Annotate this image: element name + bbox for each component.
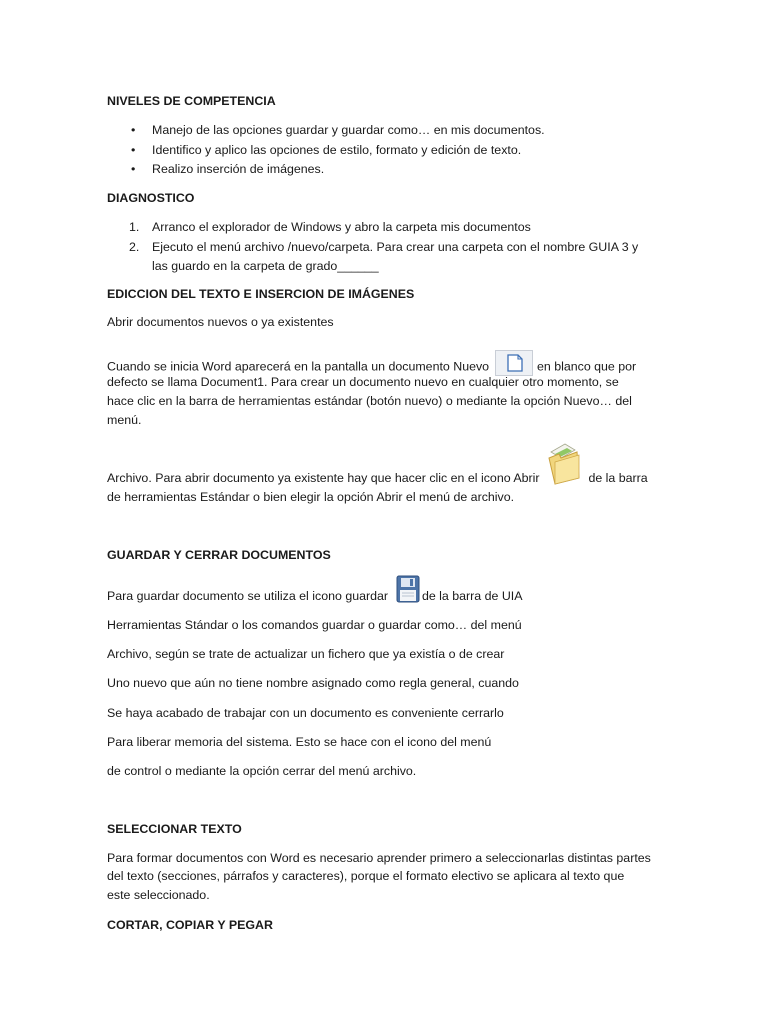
- heading-diagnostico: DIAGNOSTICO: [107, 191, 195, 205]
- list-number: 2.: [129, 239, 140, 254]
- heading-seleccionar: SELECCIONAR TEXTO: [107, 822, 242, 836]
- heading-guardar: GUARDAR Y CERRAR DOCUMENTOS: [107, 548, 331, 562]
- subtitle-abrir: Abrir documentos nuevos o ya existentes: [107, 315, 334, 329]
- list-item: • Realizo inserción de imágenes.: [107, 160, 545, 180]
- heading-cortar: CORTAR, COPIAR Y PEGAR: [107, 918, 273, 932]
- list-item: • Manejo de las opciones guardar y guardar como… en mis documentos.: [107, 121, 545, 141]
- paragraph-seleccionar-line1: Para formar documentos con Word es necesario aprender primero a seleccionarlas distintas partes: [107, 851, 651, 865]
- list-number: 1.: [129, 220, 140, 234]
- paragraph-guardar-line4: Uno nuevo que aún no tiene nombre asignado como regla general, cuando: [107, 676, 519, 690]
- paragraph-guardar-line1: Para guardar documento se utiliza el icono guardar de la barra de UIA: [107, 589, 523, 603]
- list-item: 1. Arranco el explorador de Windows y abro la carpeta mis documentos: [107, 218, 638, 238]
- paragraph-guardar-line6: Para liberar memoria del sistema. Esto se hace con el icono del menú: [107, 735, 492, 749]
- list-item: • Identifico y aplico las opciones de estilo, formato y edición de texto.: [107, 141, 545, 161]
- paragraph-nuevo-line3: hace clic en la barra de herramientas estándar (botón nuevo) o mediante la opción Nuevo… del: [107, 394, 632, 408]
- bullet-icon: •: [131, 142, 136, 157]
- paragraph-guardar-line2: Herramientas Stándar o los comandos guardar o guardar como… del menú: [107, 618, 522, 632]
- paragraph-nuevo-line2: defecto se llama Document1. Para crear un documento nuevo en cualquier otro momento, se: [107, 375, 619, 389]
- paragraph-abrir-line1: Archivo. Para abrir documento ya existente hay que hacer clic en el icono Abrir de la barra: [107, 471, 648, 485]
- bullet-icon: •: [131, 162, 136, 176]
- paragraph-abrir-line2: de herramientas Estándar o bien elegir la opción Abrir el menú de archivo.: [107, 490, 515, 504]
- bullet-icon: •: [131, 123, 136, 137]
- heading-ediccion: EDICCION DEL TEXTO E INSERCION DE IMÁGENES: [107, 287, 415, 301]
- list-item-continuation: las guardo en la carpeta de grado______: [152, 259, 379, 273]
- paragraph-nuevo-line4: menú.: [107, 413, 142, 427]
- paragraph-nuevo-line1: Cuando se inicia Word aparecerá en la pantalla un documento Nuevo en blanco que por: [107, 354, 652, 380]
- paragraph-guardar-line5: Se haya acabado de trabajar con un documento es conveniente cerrarlo: [107, 706, 504, 720]
- paragraph-guardar-line3: Archivo, según se trate de actualizar un fichero que ya existía o de crear: [107, 647, 505, 661]
- numbered-list-diagnostico: [107, 218, 638, 277]
- paragraph-seleccionar-line3: este seleccionado.: [107, 888, 210, 902]
- paragraph-seleccionar-line2: del texto (secciones, párrafos y caracteres), porque el formato electivo se aplicara al texto que: [107, 869, 625, 883]
- heading-niveles: NIVELES DE COMPETENCIA: [107, 94, 276, 108]
- bullet-list-niveles: [107, 121, 545, 180]
- paragraph-guardar-line7: de control o mediante la opción cerrar del menú archivo.: [107, 764, 417, 778]
- list-item: 2. Ejecuto el menú archivo /nuevo/carpeta. Para crear una carpeta con el nombre GUIA 3 y: [107, 238, 638, 258]
